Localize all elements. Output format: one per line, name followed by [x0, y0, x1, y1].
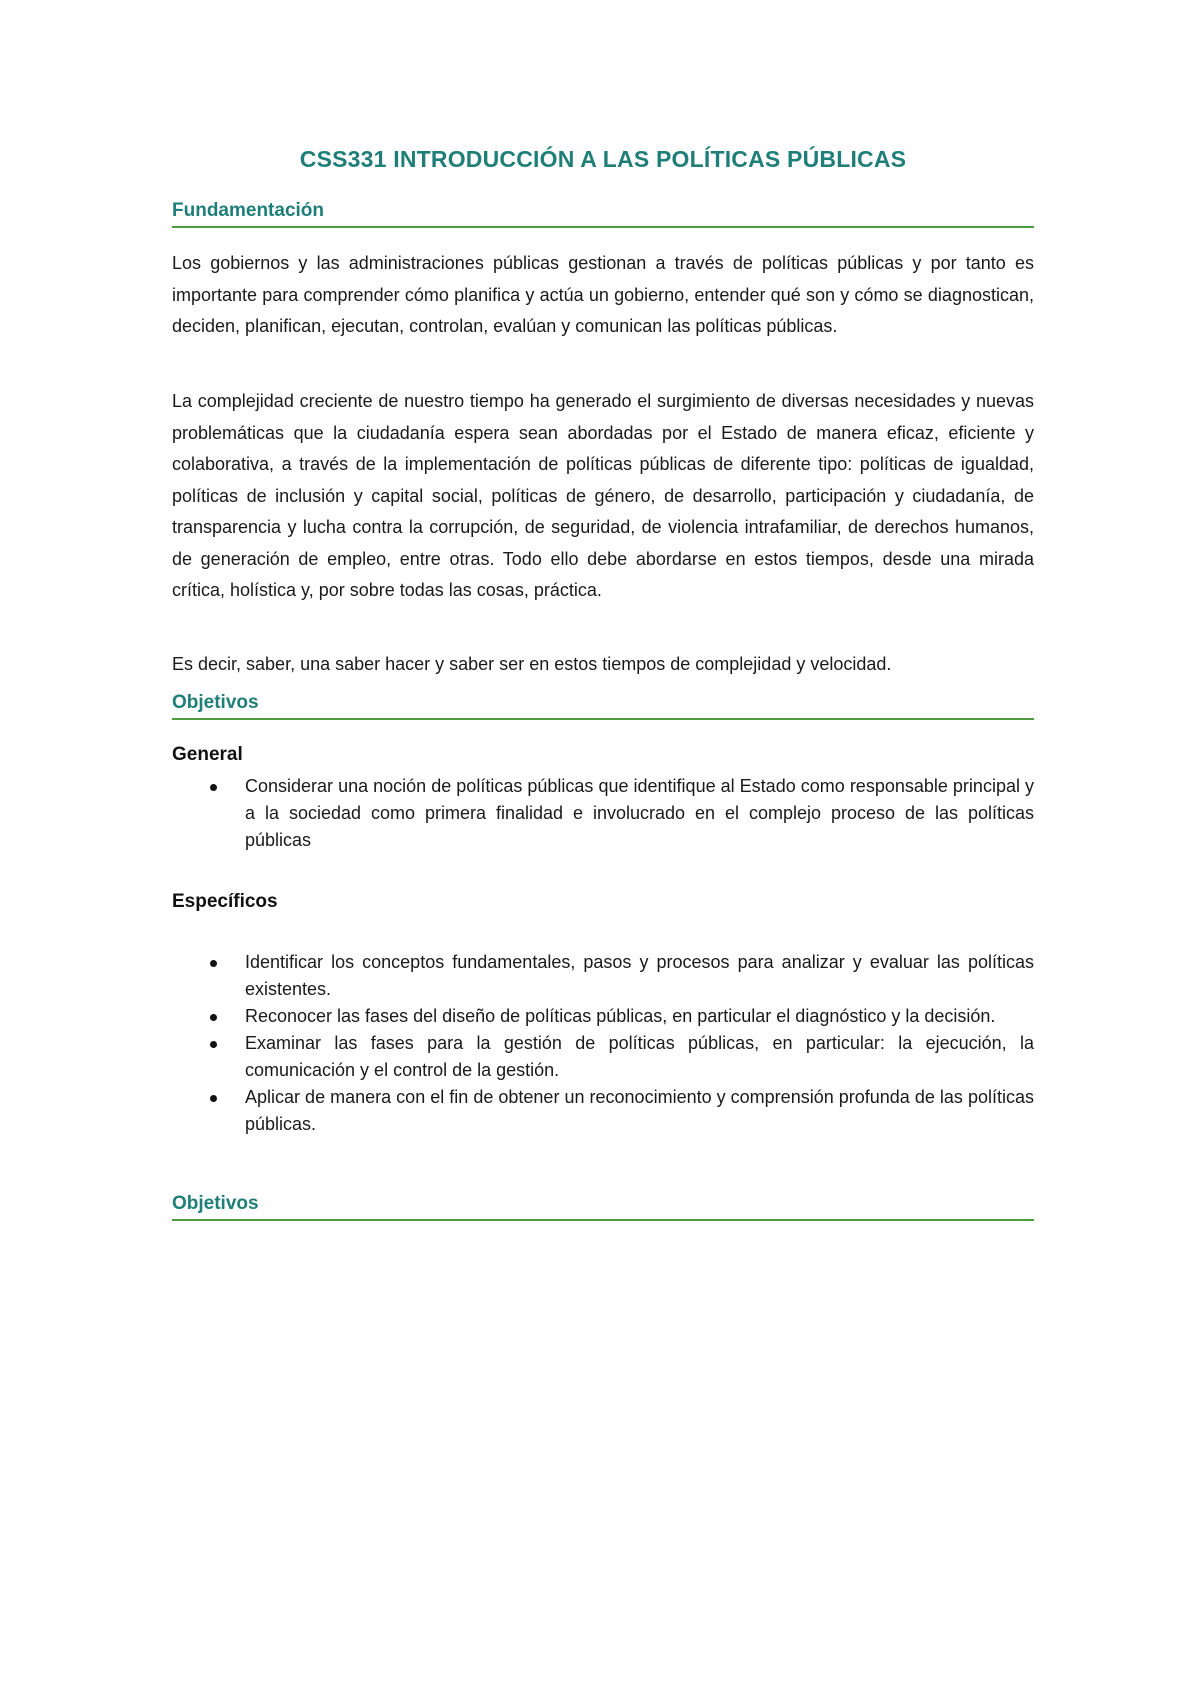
bullet-icon [210, 1095, 217, 1102]
list-item-text: Reconocer las fases del diseño de políticas públicas, en particular el diagnóstico y la decisión. [245, 1006, 996, 1026]
list-item [172, 949, 1034, 1003]
fundamentacion-paragraph-1: Los gobiernos y las administraciones públicas gestionan a través de políticas públicas y por tanto es importante para comprender cómo planifica y actúa un gobierno, entender qué son y cómo se diagnostican, deciden, planifican, ejecutan, controlan, evalúan y comunican las políticas públicas. [172, 253, 1034, 336]
fundamentacion-paragraph-2: La complejidad creciente de nuestro tiempo ha generado el surgimiento de diversas necesidades y nuevas problemáticas que la ciudadanía espera sean abordadas por el Estado de manera eficaz, eficiente y colaborativa, a través de la implementación de políticas públicas de diferente tipo: políticas de igualdad, políticas de inclusión y capital social, políticas de género, de desarrollo, participación y ciudadanía, de transparencia y lucha contra la corrupción, de seguridad, de violencia intrafamiliar, de derechos humanos, de generación de empleo, entre otras. Todo ello debe abordarse en estos tiempos, desde una mirada crítica, holística y, por sobre todas las cosas, práctica. [172, 391, 1034, 600]
bullet-icon [210, 960, 217, 967]
bullet-icon [210, 1014, 217, 1021]
subheading-especificos: Específicos [172, 891, 278, 912]
list-item-text: Aplicar de manera con el fin de obtener un reconocimiento y comprensión profunda de las políticas públicas. [245, 1087, 1034, 1134]
list-item-text: Considerar una noción de políticas públicas que identifique al Estado como responsable principal y a la sociedad como primera finalidad e involucrado en el complejo proceso de las políticas públicas [245, 776, 1034, 850]
general-objectives-list [172, 773, 1034, 854]
list-item [172, 1084, 1034, 1138]
list-item [172, 1030, 1034, 1084]
section-heading-objetivos-2: Objetivos [172, 1193, 1034, 1221]
list-item-text: Identificar los conceptos fundamentales, pasos y procesos para analizar y evaluar las políticas existentes. [245, 952, 1034, 999]
bullet-icon [210, 784, 217, 791]
list-item [172, 773, 1034, 854]
document-title: CSS331 INTRODUCCIÓN A LAS POLÍTICAS PÚBLICAS [299, 146, 907, 172]
list-item-text: Examinar las fases para la gestión de políticas públicas, en particular: la ejecución, la comunicación y el control de la gestión. [245, 1033, 1034, 1080]
bullet-icon [210, 1041, 217, 1048]
subheading-general: General [172, 744, 243, 765]
list-item [172, 1003, 1034, 1030]
section-heading-fundamentacion: Fundamentación [172, 200, 1034, 228]
fundamentacion-paragraph-3: Es decir, saber, una saber hacer y saber ser en estos tiempos de complejidad y velocidad. [172, 654, 892, 674]
section-heading-objetivos: Objetivos [172, 692, 1034, 720]
specific-objectives-list [172, 949, 1034, 1138]
